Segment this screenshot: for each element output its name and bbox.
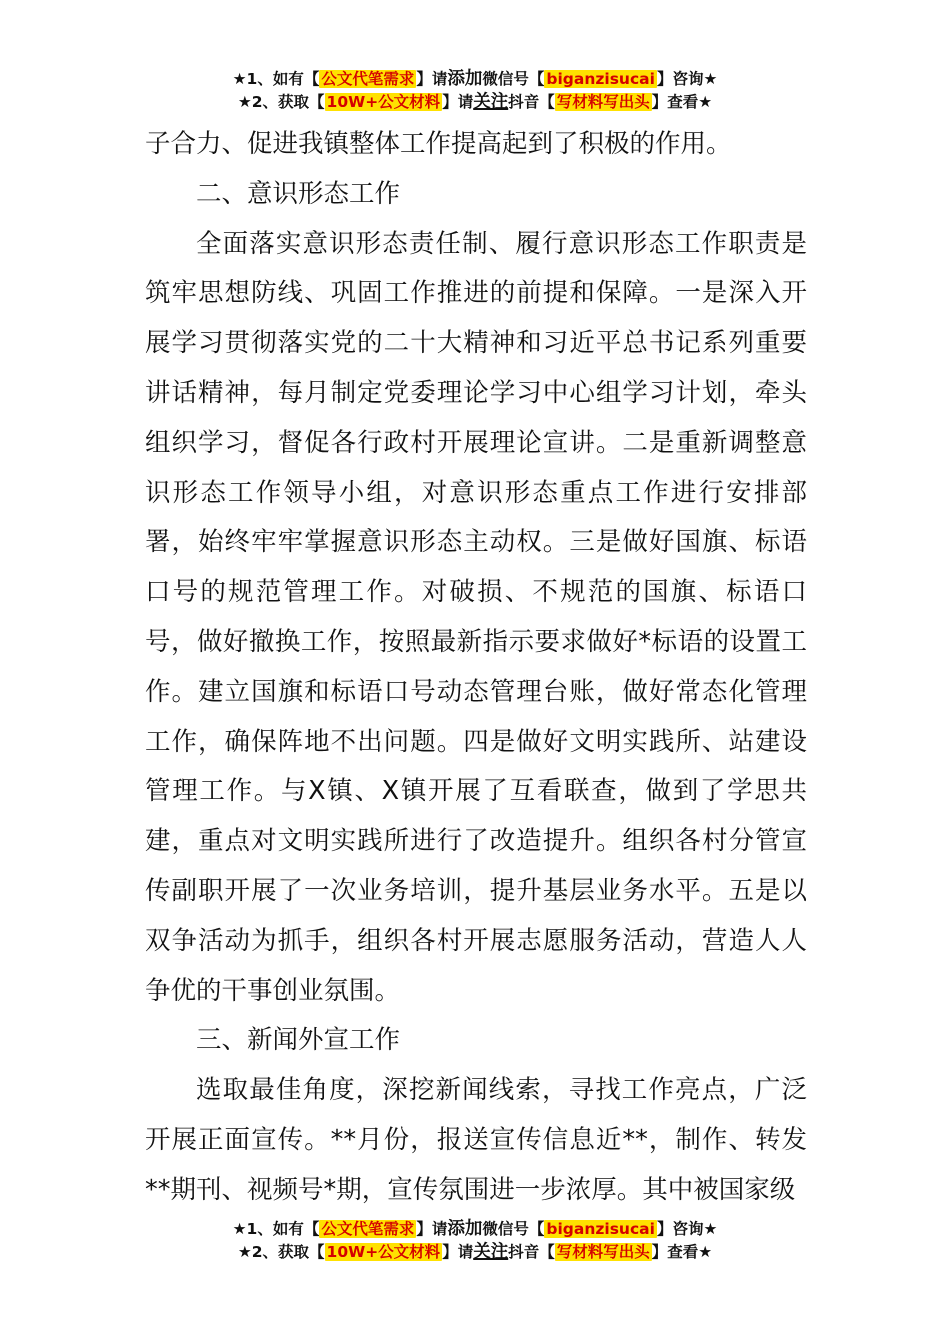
banner-text: 抖音【	[508, 1243, 555, 1261]
banner-emphasis: 添加	[447, 1219, 483, 1239]
banner-text: 】咨询★	[656, 70, 718, 88]
section-heading-ideology: 二、意识形态工作	[196, 178, 401, 209]
banner-text: 】请	[416, 1220, 448, 1238]
banner-text: 】查看★	[651, 93, 713, 111]
banner-line-1	[0, 68, 950, 91]
banner-emphasis: 关注	[473, 92, 509, 112]
highlight-wechat-id: biganzisucai	[546, 1220, 655, 1238]
highlight-douyin-account: 写材料写出头	[556, 93, 650, 111]
section-heading-news: 三、新闻外宣工作	[196, 1025, 401, 1056]
banner-text: ★1、如有【	[232, 1220, 320, 1238]
banner-line-2	[0, 1241, 950, 1264]
paragraph-ideology: 全面落实意识形态责任制、履行意识形态工作职责是筑牢思想防线、巩固工作推进的前提和保障。一是深入开展学习贯彻落实党的二十大精神和习近平总书记系列重要讲话精神，每月制定党委理论学习中心组学习计划，牵头组织学习，督促各行政村开展理论宣讲。二是重新调整意识形态工作领导小组，对意识形态重点工作进行安排部署，始终牢牢掌握意识形态主动权。三是做好国旗、标语口号的规范管理工作。对破损、不规范的国旗、标语口号，做好撤换工作，按照最新指示要求做好*标语的设置工作。建立国旗和标语口号动态管理台账，做好常态化管理工作，确保阵地不出问题。四是做好文明实践所、站建设管理工作。与X镇、X镇开展了互看联查，做到了学思共建，重点对文明实践所进行了改造提升。组织各村分管宣传副职开展了一次业务培训，提升基层业务水平。五是以双争活动为抓手，组织各村开展志愿服务活动，营造人人争优的干事创业氛围。	[145, 228, 807, 1006]
highlight-douyin-account: 写材料写出头	[556, 1243, 650, 1261]
banner-text: 】请	[416, 70, 448, 88]
highlight-service: 公文代笔需求	[321, 70, 415, 88]
banner-emphasis: 添加	[447, 69, 483, 89]
bottom-banner	[0, 1218, 950, 1264]
banner-text: 微信号【	[482, 1220, 545, 1238]
banner-text: ★2、获取【	[237, 93, 325, 111]
banner-line-2	[0, 91, 950, 114]
banner-text: 】咨询★	[656, 1220, 718, 1238]
banner-line-1	[0, 1218, 950, 1241]
highlight-wechat-id: biganzisucai	[546, 70, 655, 88]
highlight-materials: 10W+公文材料	[326, 93, 441, 111]
banner-text: 】查看★	[651, 1243, 713, 1261]
highlight-service: 公文代笔需求	[321, 1220, 415, 1238]
banner-emphasis: 关注	[473, 1242, 509, 1262]
top-banner	[0, 68, 950, 114]
paragraph-news: 选取最佳角度，深挖新闻线索，寻找工作亮点，广泛开展正面宣传。**月份，报送宣传信息近**，制作、转发**期刊、视频号*期，宣传氛围进一步浓厚。其中被国家级	[145, 1075, 807, 1205]
banner-text: 】请	[442, 1243, 474, 1261]
banner-text: ★1、如有【	[232, 70, 320, 88]
banner-text: 】请	[442, 93, 474, 111]
highlight-materials: 10W+公文材料	[326, 1243, 441, 1261]
banner-text: 微信号【	[482, 70, 545, 88]
banner-text: ★2、获取【	[237, 1243, 325, 1261]
document-body	[145, 120, 807, 1216]
paragraph-continuation: 子合力、促进我镇整体工作提高起到了积极的作用。	[145, 129, 732, 159]
banner-text: 抖音【	[508, 93, 555, 111]
